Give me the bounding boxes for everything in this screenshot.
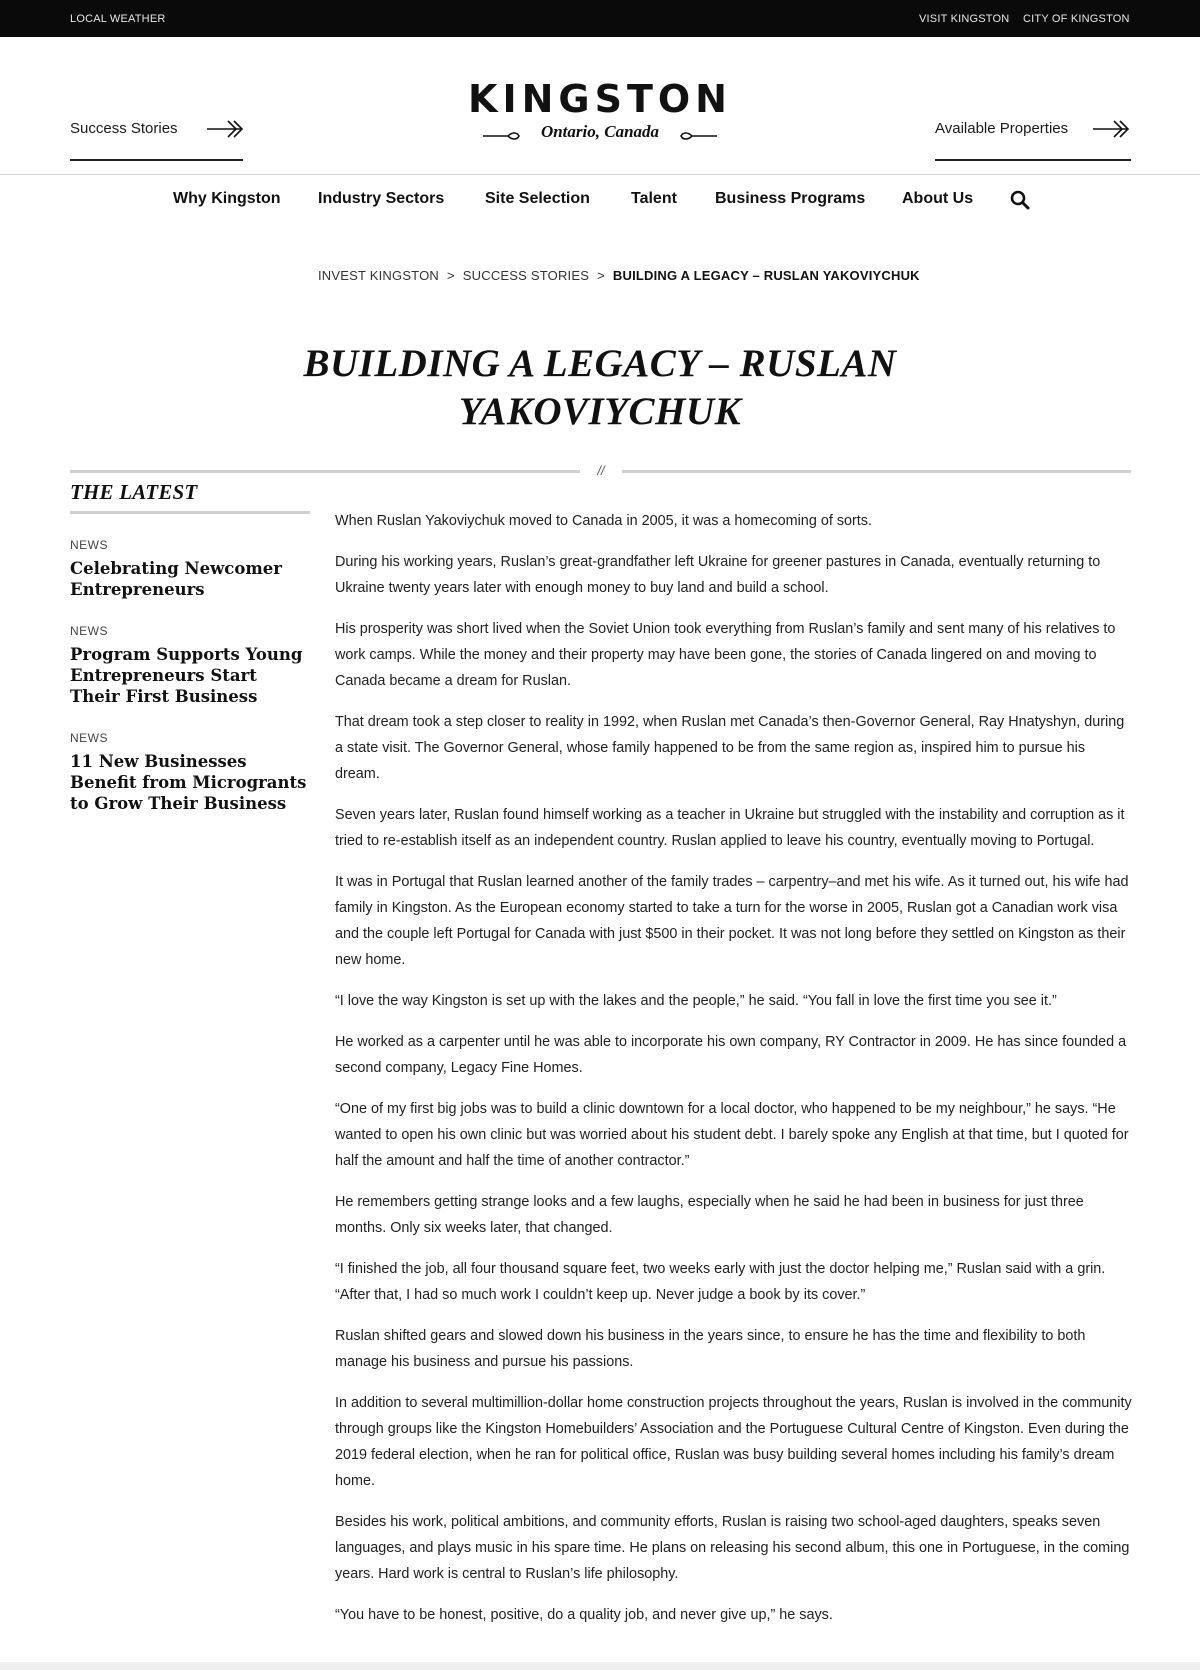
list-item — [70, 731, 310, 814]
available-properties-link[interactable] — [935, 74, 1131, 161]
nav-talent[interactable]: Talent — [631, 190, 677, 207]
main-navigation — [0, 176, 1200, 226]
breadcrumb-success-stories[interactable]: SUCCESS STORIES — [462, 268, 590, 283]
section-divider — [70, 470, 580, 473]
article-paragraph: In addition to several multimillion-dollar home construction projects throughout the years, Ruslan is involved in the community through groups like the Kingston Homebuilders’ Association and the Portuguese Cultural Centre of Kingston. Even during the 2019 federal election, when he ran for political office, Ruslan was busy building several homes including his family’s dream home. — [335, 1395, 1132, 1489]
available-properties-label: Available Properties — [935, 120, 1069, 137]
logo-wordmark: KINGSTON — [468, 77, 732, 121]
article-paragraph: He worked as a carpenter until he was able to incorporate his own company, RY Contractor in 2009. He has since founded a second company, Legacy Fine Homes. — [335, 1034, 1127, 1076]
news-title-link[interactable]: Celebrating Newcomer Entrepreneurs — [70, 559, 282, 599]
logo-subtitle — [450, 122, 750, 146]
article-paragraph: Seven years later, Ruslan found himself working as a teacher in Ukraine but struggled with the instability and corruption as it tried to re-establish itself as an independent country. Ruslan applied to leave his country, eventually moving to Portugal. — [335, 807, 1125, 849]
top-utility-bar — [0, 0, 1200, 37]
local-weather-link[interactable]: LOCAL WEATHER — [70, 13, 166, 25]
page-title: BUILDING A LEGACY – RUSLAN YAKOVIYCHUK — [303, 342, 897, 433]
list-item — [70, 538, 310, 600]
success-stories-label: Success Stories — [70, 120, 178, 137]
double-arrow-right-icon — [206, 118, 246, 140]
article-paragraph: His prosperity was short lived when the Soviet Union took everything from Ruslan’s family and sent many of his relatives to work camps. While the money and their property may have been gone, the stories of Canada lingered on and moving to Canada became a dream for Ruslan. — [335, 621, 1116, 689]
city-of-kingston-link[interactable]: CITY OF KINGSTON — [1023, 13, 1130, 25]
site-header — [0, 37, 1200, 175]
article-paragraph: He remembers getting strange looks and a few laughs, especially when he said he had been in business for just three months. Only six weeks later, that changed. — [335, 1194, 1084, 1236]
search-icon[interactable] — [1010, 190, 1030, 210]
article-paragraph: When Ruslan Yakoviychuk moved to Canada in 2005, it was a homecoming of sorts. — [335, 513, 872, 529]
nav-site-selection[interactable]: Site Selection — [485, 190, 590, 207]
logo-flourish-left-icon — [482, 131, 520, 141]
article-body — [335, 508, 1133, 1643]
breadcrumb-separator: > — [447, 268, 455, 283]
news-tag: NEWS — [70, 731, 108, 745]
article-paragraph: Ruslan shifted gears and slowed down his business in the years since, to ensure he has the time and flexibility to both manage his business and pursue his passions. — [335, 1328, 1086, 1370]
breadcrumb-current: BUILDING A LEGACY – RUSLAN YAKOVIYCHUK — [612, 268, 920, 283]
nav-about-us[interactable]: About Us — [902, 190, 974, 207]
nav-why-kingston[interactable]: Why Kingston — [173, 190, 281, 207]
news-tag: NEWS — [70, 624, 108, 638]
kingston-logo[interactable] — [450, 77, 750, 157]
divider-mark: // — [597, 463, 605, 478]
article-paragraph: It was in Portugal that Ruslan learned another of the family trades – carpentry–and met his wife. As it turned out, his wife had family in Kingston. As the European economy started to take a turn for the worse in 2005, Ruslan got a Canadian work visa and the couple left Portugal for Canada with just $500 in their pocket. It was not long before they settled on Kingston as their new home. — [335, 874, 1129, 968]
logo-subtitle-text: Ontario, Canada — [540, 122, 660, 141]
nav-business-programs[interactable]: Business Programs — [715, 190, 866, 207]
article-paragraph: During his working years, Ruslan’s great-grandfather left Ukraine for greener pastures in Canada, eventually returning to Ukraine twenty years later with enough money to buy land and build a school. — [335, 554, 1101, 596]
news-tag: NEWS — [70, 538, 108, 552]
section-divider — [622, 470, 1131, 473]
article-paragraph: “I finished the job, all four thousand square feet, two weeks early with just the doctor helping me,” Ruslan said with a grin. “After that, I had so much work I couldn’t keep up. Never judge a book by its cover.” — [335, 1261, 1106, 1303]
visit-kingston-link[interactable]: VISIT KINGSTON — [919, 13, 1010, 25]
breadcrumb — [318, 268, 920, 283]
article-paragraph: “One of my first big jobs was to build a clinic downtown for a local doctor, who happened to be my neighbour,” he says. “He wanted to open his own clinic but was worried about his student debt. I barely spoke any English at that time, but I quoted for half the amount and half the time of another contractor.” — [335, 1101, 1129, 1169]
footer-edge — [0, 1662, 1200, 1670]
double-arrow-right-icon — [1092, 118, 1132, 140]
breadcrumb-separator: > — [597, 268, 605, 283]
nav-industry-sectors[interactable]: Industry Sectors — [318, 190, 445, 207]
breadcrumb-invest-kingston[interactable]: INVEST KINGSTON — [318, 268, 439, 283]
news-title-link[interactable]: Program Supports Young Entrepreneurs Start Their First Business — [70, 645, 303, 706]
article-paragraph: That dream took a step closer to reality in 1992, when Ruslan met Canada’s then-Governor General, Ray Hnatyshyn, during a state visit. The Governor General, whose family happened to be from the same region as, inspired him to pursue his dream. — [335, 714, 1125, 782]
article-paragraph: Besides his work, political ambitions, and community efforts, Ruslan is raising two school-aged daughters, speaks seven languages, and plays music in his spare time. He plans on releasing his second album, this one in Portuguese, in the coming years. Hard work is central to Ruslan’s life philosophy. — [335, 1514, 1130, 1582]
article-paragraph: “I love the way Kingston is set up with the lakes and the people,” he said. “You fall in love the first time you see it.” — [335, 993, 1057, 1009]
news-title-link[interactable]: 11 New Businesses Benefit from Microgrants to Grow Their Business — [70, 752, 307, 813]
sidebar-title: THE LATEST — [70, 480, 310, 514]
list-item — [70, 624, 310, 707]
article-paragraph: “You have to be honest, positive, do a quality job, and never give up,” he says. — [335, 1607, 833, 1623]
success-stories-link[interactable] — [70, 74, 243, 161]
latest-sidebar — [70, 480, 310, 814]
logo-flourish-right-icon — [680, 131, 718, 141]
